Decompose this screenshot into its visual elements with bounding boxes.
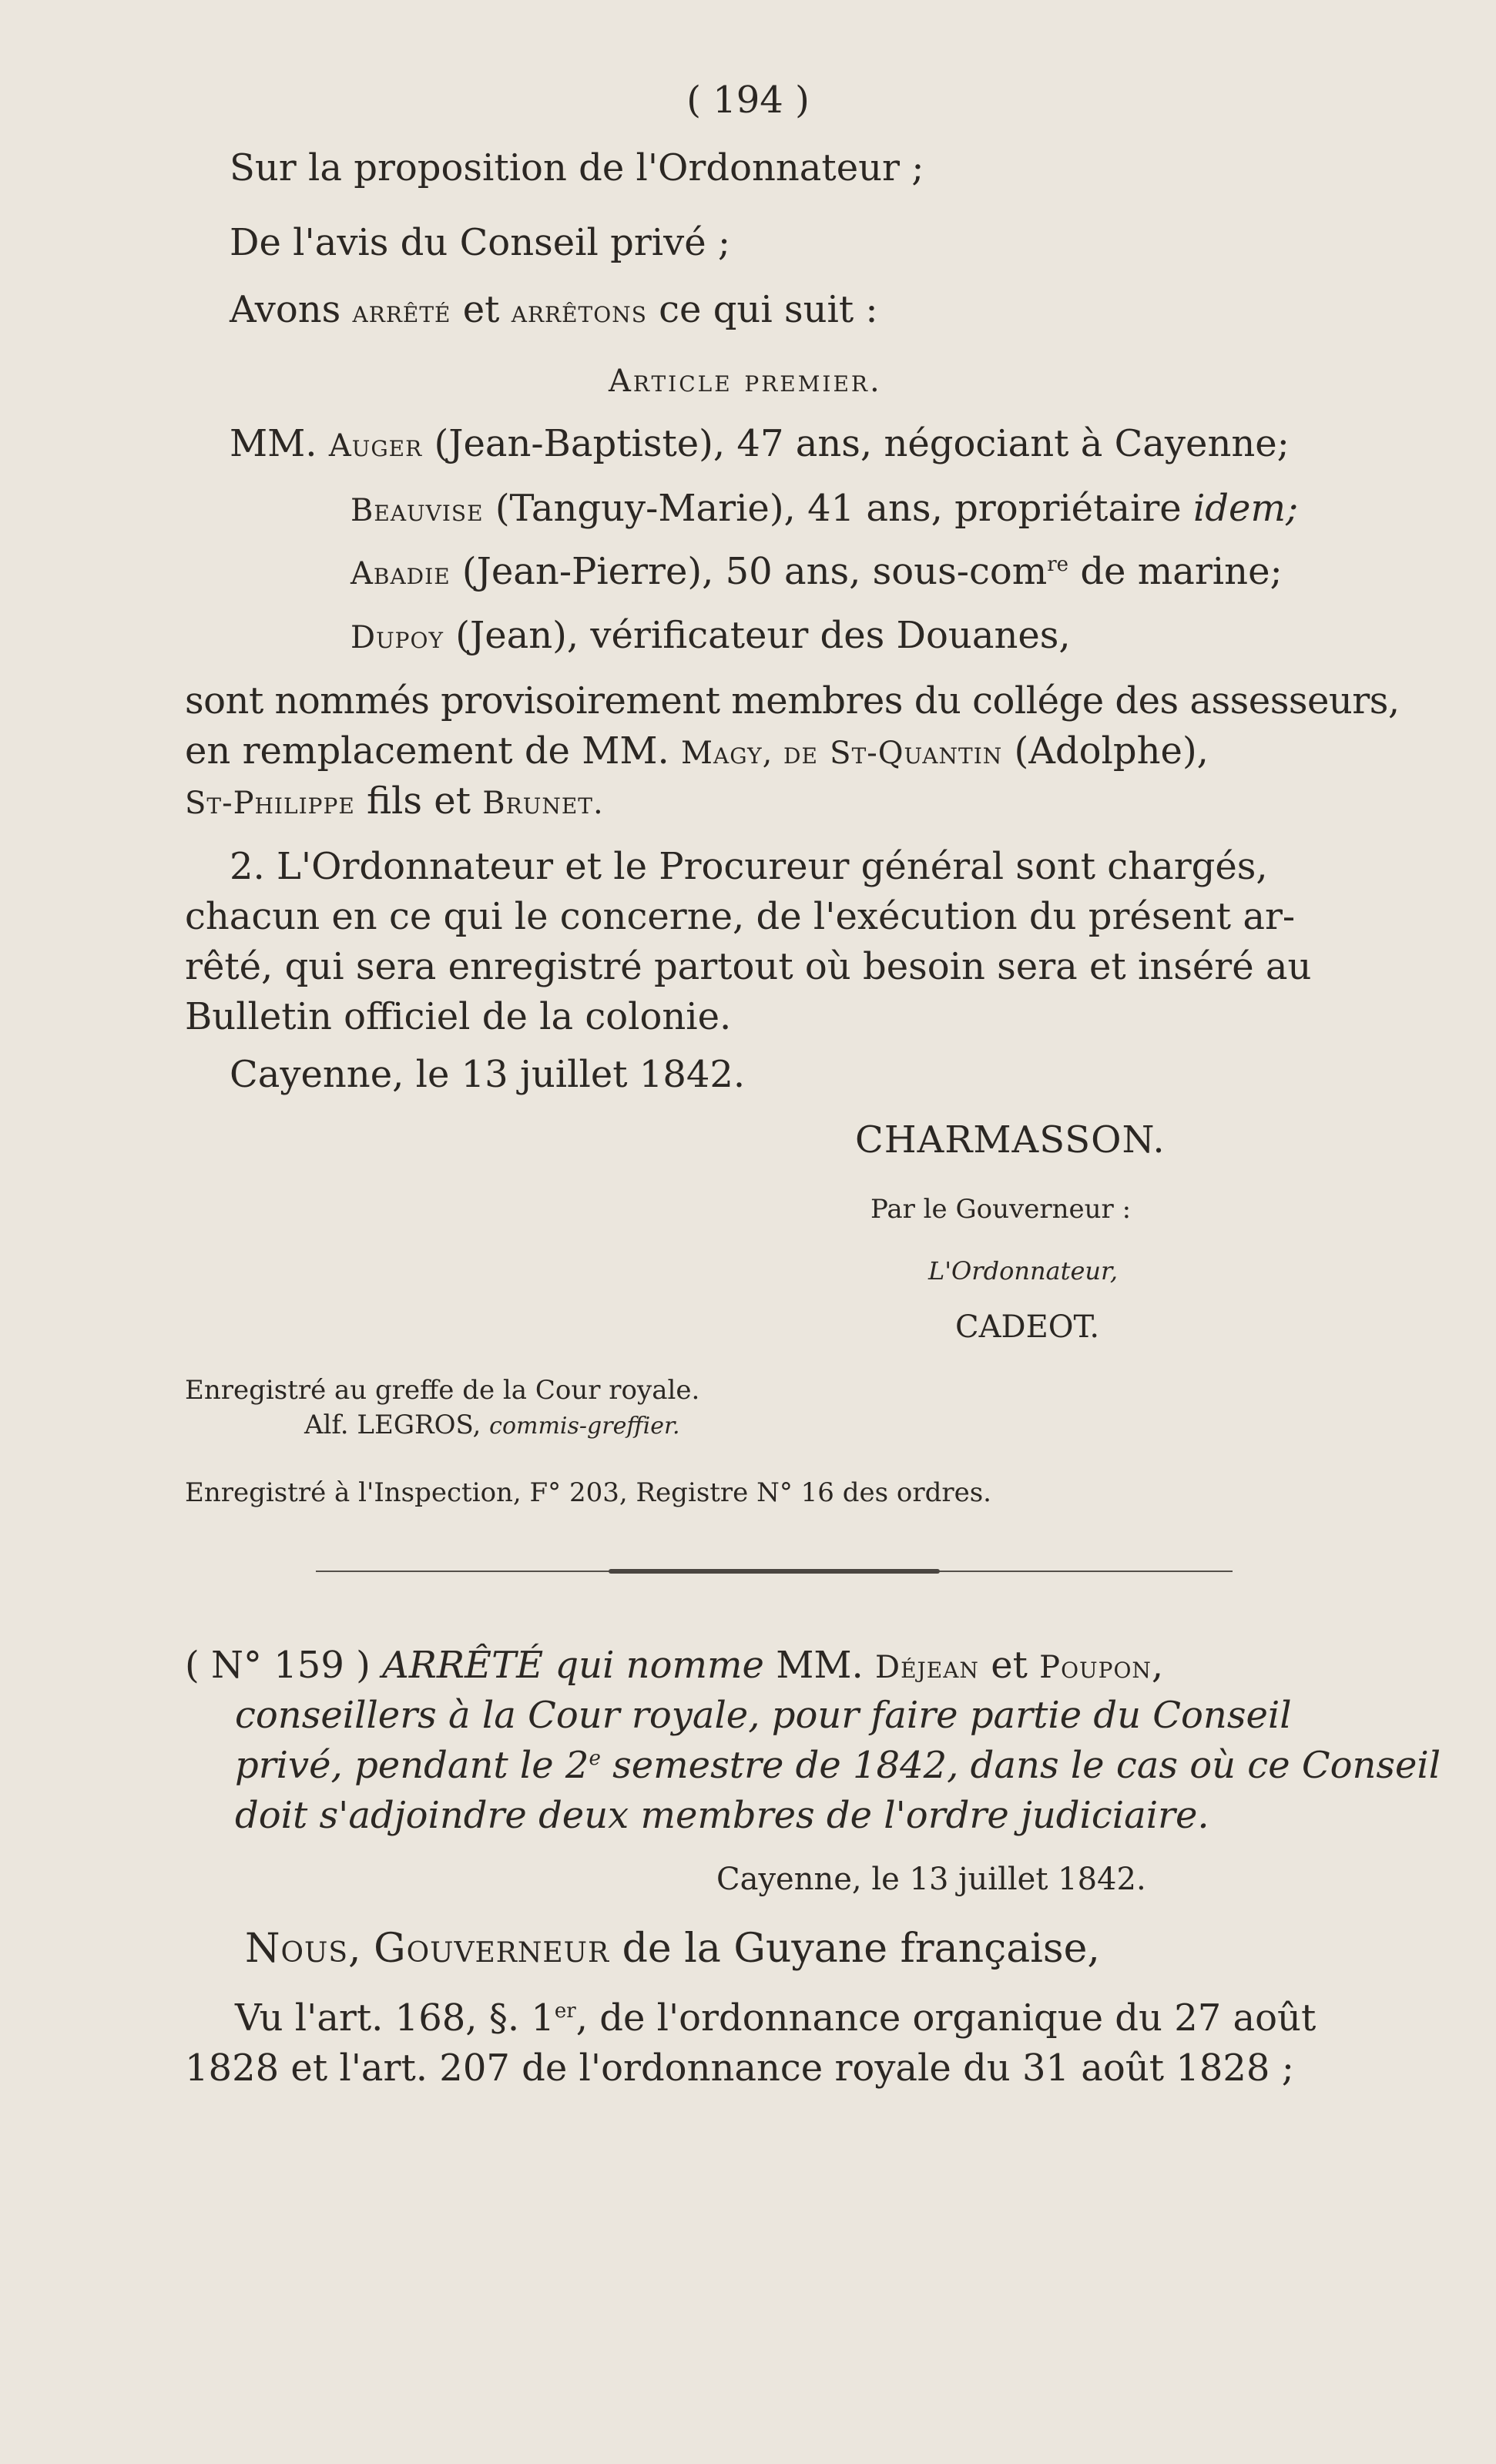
member-detail-beauvise-idem: idem; — [1192, 487, 1299, 530]
decree-line-4: doit s'adjoindre deux membres de l'ordre judiciaire. — [235, 1794, 1209, 1837]
article2-line-3: rêté, qui sera enregistré partout où besoin sera et inséré au — [185, 945, 1312, 988]
decree-et: et — [991, 1644, 1028, 1687]
article2-line-1: 2. L'Ordonnateur et le Procureur général sont chargés, — [230, 845, 1268, 888]
member-name-auger: Auger — [328, 428, 423, 464]
member-prefix: MM. — [230, 422, 317, 465]
nous-rest: de la Guyane française, — [622, 1926, 1100, 1972]
signature-by: Par le Gouverneur : — [870, 1194, 1132, 1225]
nominated-line-1: sont nommés provisoirement membres du collége des assesseurs, — [185, 679, 1400, 722]
decree-line-2: conseillers à la Cour royale, pour faire partie du Conseil — [235, 1694, 1292, 1737]
decree-mm: MM. — [776, 1644, 864, 1687]
name-de: , de — [762, 736, 818, 771]
registry-line-3: Enregistré à l'Inspection, F° 203, Registre N° 16 des ordres. — [185, 1477, 991, 1508]
name-brunet: Brunet. — [482, 786, 604, 821]
nous-word: Nous — [245, 1926, 349, 1972]
decree-name-poupon: Poupon — [1039, 1650, 1152, 1685]
intro-line-3 — [230, 287, 1462, 335]
name-st-philippe: St-Philippe — [185, 786, 355, 821]
member-detail-auger: (Jean-Baptiste), 47 ans, négociant à Cayenne; — [434, 422, 1290, 465]
decree-name-dejean: Déjean — [875, 1650, 979, 1685]
signature-governor: CHARMASSON. — [855, 1118, 1166, 1162]
nous-gouverneur: Gouverneur — [374, 1926, 610, 1972]
nominated-pre: en remplacement de MM. — [185, 729, 669, 773]
decree-line-3 — [235, 1742, 1441, 1788]
signature-role: L'Ordonnateur, — [928, 1256, 1118, 1286]
decree-number: ( N° 159 ) — [185, 1644, 371, 1687]
registry-clerk: Alf. LEGROS, — [304, 1410, 481, 1440]
intro-avons: Avons — [230, 288, 341, 331]
article-heading: Article premier. — [609, 364, 882, 399]
name-st-quantin: St-Quantin — [830, 736, 1003, 771]
member-name-dupoy: Dupoy — [351, 620, 444, 655]
intro-arrete: arrêté — [352, 294, 451, 330]
intro-et: et — [462, 288, 500, 331]
decree-line-3-pre: privé, pendant le 2 — [235, 1744, 589, 1787]
page-number: ( 194 ) — [686, 79, 810, 122]
article2-line-4: Bulletin officiel de la colonie. — [185, 995, 732, 1038]
intro-line-2: De l'avis du Conseil privé ; — [230, 221, 731, 264]
member-detail-abadie-2: de marine; — [1080, 550, 1283, 593]
nous-line — [245, 1926, 1447, 1972]
vu-line-1 — [235, 1995, 1452, 2041]
member-detail-abadie: (Jean-Pierre), 50 ans, sous-com — [461, 550, 1048, 593]
decree-arrete: ARRÊTÉ — [382, 1644, 544, 1687]
member-sup-abadie: re — [1047, 553, 1069, 576]
registry-line-1: Enregistré au greffe de la Cour royale. — [185, 1375, 700, 1406]
nominated-line-2 — [185, 728, 1417, 776]
decree-line-3-sup: e — [589, 1747, 601, 1770]
member-name-beauvise: Beauvise — [351, 493, 484, 528]
section-divider-ornament — [609, 1569, 940, 1574]
nominated-line-3 — [185, 778, 1417, 826]
member-line-auger — [230, 421, 1385, 469]
intro-ce-qui-suit: ce qui suit : — [659, 288, 878, 331]
registry-line-2 — [304, 1402, 1383, 1450]
date-line-1: Cayenne, le 13 juillet 1842. — [230, 1053, 746, 1096]
member-line-abadie — [351, 548, 1429, 597]
nous-comma: , — [348, 1926, 361, 1972]
signature-name: CADEOT. — [955, 1309, 1100, 1345]
nominated-adolphe: (Adolphe), — [1014, 729, 1209, 773]
nominated-fils: fils et — [367, 779, 471, 823]
name-magy: Magy — [681, 736, 763, 771]
member-line-beauvise — [351, 485, 1429, 534]
member-detail-beauvise: (Tanguy-Marie), 41 ans, propriétaire — [495, 487, 1182, 530]
intro-arretons: arrêtons — [511, 294, 647, 330]
vu-line-1-pre: Vu l'art. 168, §. 1 — [235, 1996, 555, 2040]
member-line-dupoy — [351, 612, 1429, 661]
decree-line-3-rest: semestre de 1842, dans le cas où ce Conseil — [612, 1744, 1441, 1787]
vu-line-1-rest: , de l'ordonnance organique du 27 août — [575, 1996, 1317, 2040]
vu-line-2: 1828 et l'art. 207 de l'ordonnance royale du 31 août 1828 ; — [185, 2047, 1294, 2090]
date-line-2: Cayenne, le 13 juillet 1842. — [716, 1862, 1146, 1897]
decree-qui-nomme: qui nomme — [555, 1644, 764, 1687]
intro-line-1: Sur la proposition de l'Ordonnateur ; — [230, 146, 924, 189]
decree-comma: , — [1151, 1644, 1164, 1687]
article2-line-2: chacun en ce qui le concerne, de l'exécution du présent ar- — [185, 895, 1296, 938]
member-detail-dupoy: (Jean), vérificateur des Douanes, — [455, 614, 1071, 657]
vu-line-1-sup: er — [554, 2000, 576, 2023]
member-name-abadie: Abadie — [351, 556, 451, 592]
registry-clerk-role: commis-greffier. — [489, 1413, 680, 1440]
decree-line-1 — [185, 1642, 1433, 1691]
